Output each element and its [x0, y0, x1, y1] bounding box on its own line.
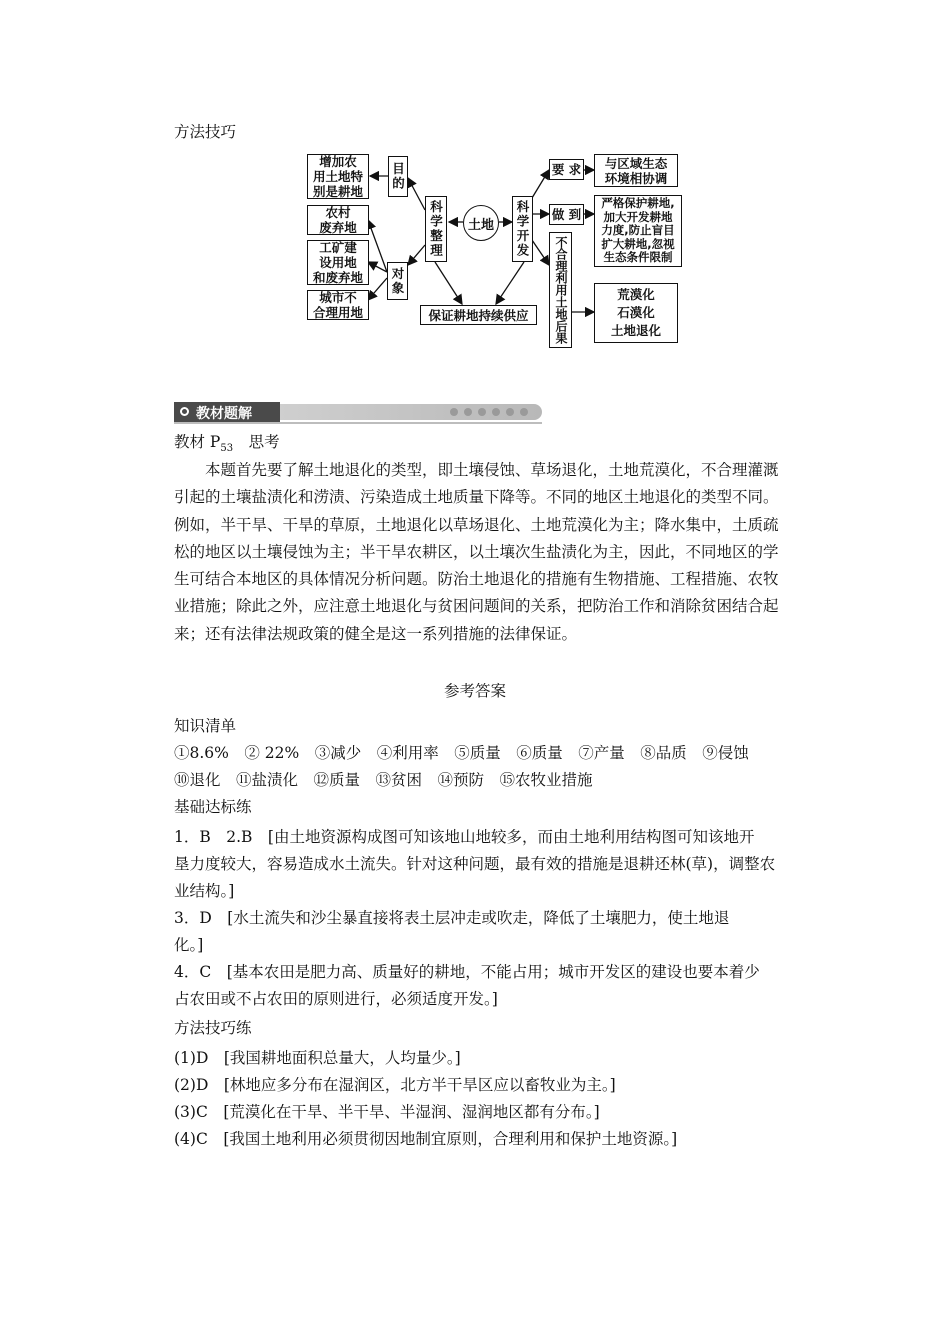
textbook-reference: 教材 $P_{53}$ 思考 — [174, 433, 280, 455]
unreasonable-use-box: 不合理利用土地后果 — [549, 232, 572, 348]
basic-answers — [174, 824, 775, 1013]
section-underline — [174, 422, 542, 424]
consequence-box: 荒漠化 石漠化 土地退化 — [594, 283, 678, 343]
method-heading: 方法技巧 — [174, 123, 237, 141]
basic-title: 基础达标练 — [174, 798, 252, 816]
guarantee-box: 保证耕地持续供应 — [420, 305, 537, 325]
purpose-result-box: 增加农 用土地特 别是耕地 — [307, 154, 369, 199]
basic-item-4: 4．C [基本农田是肥力高、质量好的耕地，不能占用；城市开发区的建设也要本着少 占农田或不占农田的原则进行，必须适度开发。] — [174, 963, 760, 1008]
method-practice-item: (1)D [我国耕地面积总量大，人均量少。] — [174, 1049, 461, 1067]
do-result-box: 严格保护耕地, 加大开发耕地 力度,防止盲目 扩大耕地,忽视 生态条件限制 — [594, 195, 682, 267]
bullet-circle-icon — [180, 407, 189, 416]
answers-title: 参考答案 — [443, 682, 506, 700]
knowledge-line-2: ⑩退化 ⑪盐渍化 ⑫质量 ⑬贫困 ⑭预防 ⑮农牧业措施 — [174, 771, 593, 789]
require-result-box: 与区域生态 环境相协调 — [594, 154, 678, 187]
city-box: 城市不 合理用地 — [307, 290, 369, 320]
section-title: 教材题解 — [196, 406, 252, 422]
village-box: 农村 废弃地 — [307, 205, 369, 235]
do-box: 做 到 — [549, 204, 584, 225]
method-practice-title: 方法技巧练 — [174, 1019, 252, 1037]
goal-box: 目的 — [388, 156, 408, 197]
method-practice-list — [174, 1045, 677, 1153]
basic-item-1-2: 1．B 2.B [由土地资源构成图可知该地山地较多，而由土地利用结构图可知该地开 垦力度较大，容易造成水土流失。针对这种问题，最有效的措施是退耕还林(草)，调整农 业结构。] — [174, 828, 776, 900]
method-practice-item: (2)D [林地应多分布在湿润区，北方半干旱区应以畜牧业为主。] — [174, 1076, 616, 1094]
sci-arrange-box: 科学整理 — [425, 196, 447, 262]
method-practice-item: (4)C [我国土地利用必须贯彻因地制宜原则，合理利用和保护土地资源。] — [174, 1130, 678, 1148]
method-practice-item: (3)C [荒漠化在干旱、半干旱、半湿润、湿润地区都有分布。] — [174, 1103, 600, 1121]
diagram-connectors — [0, 0, 950, 400]
explanation-paragraph: 本题首先要了解土地退化的类型，即土壤侵蚀、草场退化，土地荒漠化，不合理灌溉 引起的土壤盐渍化和涝渍、污染造成土地质量下降等。不同的地区土地退化的类型不同。 例如，半干旱、干旱的草原，土地退化以草场退化、土地荒漠化为主；降水集中，土质疏 松的地区以土壤侵蚀为主；半干旱农耕区，以土壤次生盐渍化为主，因此，不同地区的学 生可结合本地区的具体情况分析问题。防治土地退化的措施有生物措施、工程措施、农牧 业措施；除此之外，应注意土地退化与贫困问题间的关系，把防治工作和消除贫困结合起 来；还有法律法规政策的健全是这一系列措施的法律保证。 — [174, 461, 779, 643]
section-header-bar — [174, 402, 542, 422]
decorative-dots-icon — [450, 408, 528, 416]
object-box: 对象 — [387, 262, 408, 300]
land-circle: 土地 — [463, 205, 499, 241]
sci-develop-box: 科学开发 — [512, 196, 533, 262]
knowledge-line-1: ①8.6% ② 22% ③减少 ④利用率 ⑤质量 ⑥质量 ⑦产量 ⑧品质 ⑨侵蚀 — [174, 744, 749, 762]
knowledge-title: 知识清单 — [174, 717, 237, 735]
require-box: 要 求 — [549, 159, 584, 180]
basic-item-3: 3．D [水土流失和沙尘暴直接将表土层冲走或吹走，降低了土壤肥力，使土地退 化。] — [174, 909, 730, 954]
mining-box: 工矿建 设用地 和废弃地 — [307, 240, 369, 285]
